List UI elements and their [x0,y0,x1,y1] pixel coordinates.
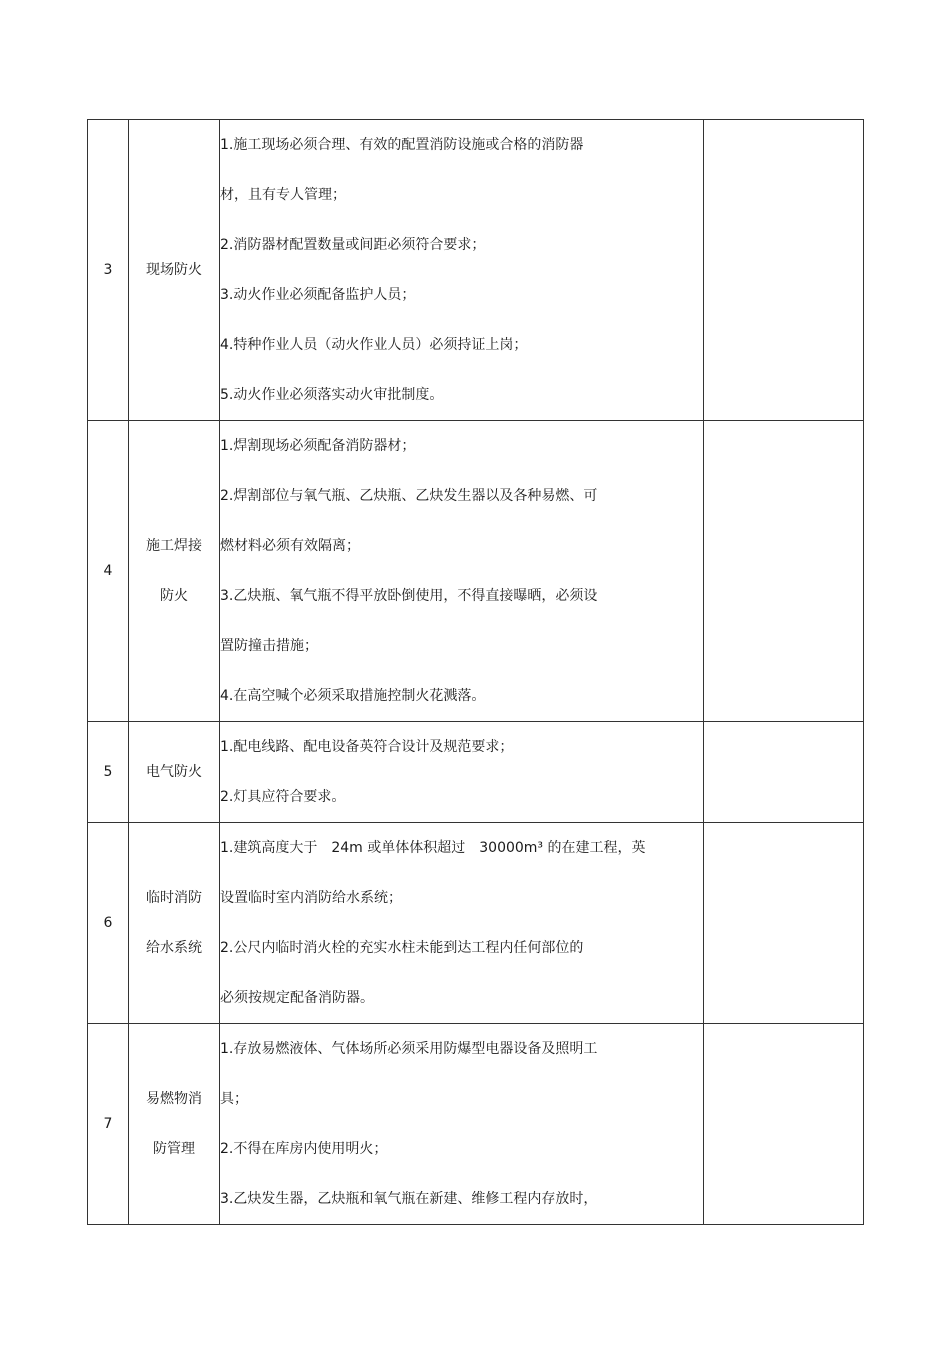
item-name-line: 易燃物消 [146,1091,202,1107]
requirement-line: 1.施工现场必须合理、有效的配置消防设施或合格的消防器 [220,137,584,153]
requirement-line: 3.乙炔发生器，乙炔瓶和氧气瓶在新建、维修工程内存放时， [220,1191,598,1207]
requirement-line: 3.乙炔瓶、氧气瓶不得平放卧倒使用，不得直接曝晒，必须设 [220,588,598,604]
fire-safety-inspection-table [87,119,864,1225]
requirement-line: 2.焊割部位与氧气瓶、乙炔瓶、乙炔发生器以及各种易燃、可 [220,488,598,504]
item-name [129,1024,220,1225]
requirement-line: 具； [220,1091,248,1107]
requirements-cell [220,120,704,421]
row-number: 7 [88,1024,129,1225]
requirement-line: 4.在高空喊个必须采取措施控制火花溅落。 [220,688,486,704]
requirement-line: 设置临时室内消防给水系统； [220,890,402,906]
requirement-line: 燃材料必须有效隔离； [220,538,360,554]
requirements-cell [220,1024,704,1225]
item-name-line: 防管理 [153,1141,195,1157]
result-cell [704,421,864,722]
row-number: 6 [88,823,129,1024]
item-name-line: 临时消防 [146,890,202,906]
requirements-cell [220,823,704,1024]
requirements-cell [220,722,704,823]
table-row-4 [88,421,864,722]
item-name-line: 现场防火 [146,262,202,278]
requirement-line: 置防撞击措施； [220,638,318,654]
table-row-3 [88,120,864,421]
result-cell [704,1024,864,1225]
row-number: 3 [88,120,129,421]
item-name-line: 防火 [160,588,188,604]
row-number: 4 [88,421,129,722]
item-name-line: 电气防火 [146,764,202,780]
requirement-line: 5.动火作业必须落实动火审批制度。 [220,387,444,403]
requirement-line: 必须按规定配备消防器。 [220,990,374,1006]
result-cell [704,120,864,421]
requirement-line: 4.特种作业人员（动火作业人员）必须持证上岗； [220,337,528,353]
item-name [129,120,220,421]
table-row-7 [88,1024,864,1225]
requirement-line: 材，且有专人管理； [220,187,346,203]
table-row-5 [88,722,864,823]
row-number: 5 [88,722,129,823]
table-row-6 [88,823,864,1024]
result-cell [704,823,864,1024]
item-name [129,421,220,722]
item-name-line: 给水系统 [146,940,202,956]
requirement-line: 1.存放易燃液体、气体场所必须采用防爆型电器设备及照明工 [220,1041,598,1057]
requirement-line: 1.配电线路、配电设备英符合设计及规范要求； [220,739,514,755]
item-name-line: 施工焊接 [146,538,202,554]
requirement-line: 2.不得在库房内使用明火； [220,1141,388,1157]
requirement-line: 1.焊割现场必须配备消防器材； [220,438,416,454]
item-name [129,722,220,823]
requirement-line: 3.动火作业必须配备监护人员； [220,287,416,303]
item-name [129,823,220,1024]
requirement-line: 2.灯具应符合要求。 [220,789,346,805]
result-cell [704,722,864,823]
requirement-line: 2.消防器材配置数量或间距必须符合要求； [220,237,486,253]
requirement-line: 1.建筑高度大于 24m 或单体体积超过 30000m³ 的在建工程，英 [220,840,646,856]
requirement-line: 2.公尺内临时消火栓的充实水柱未能到达工程内任何部位的 [220,940,584,956]
requirements-cell [220,421,704,722]
